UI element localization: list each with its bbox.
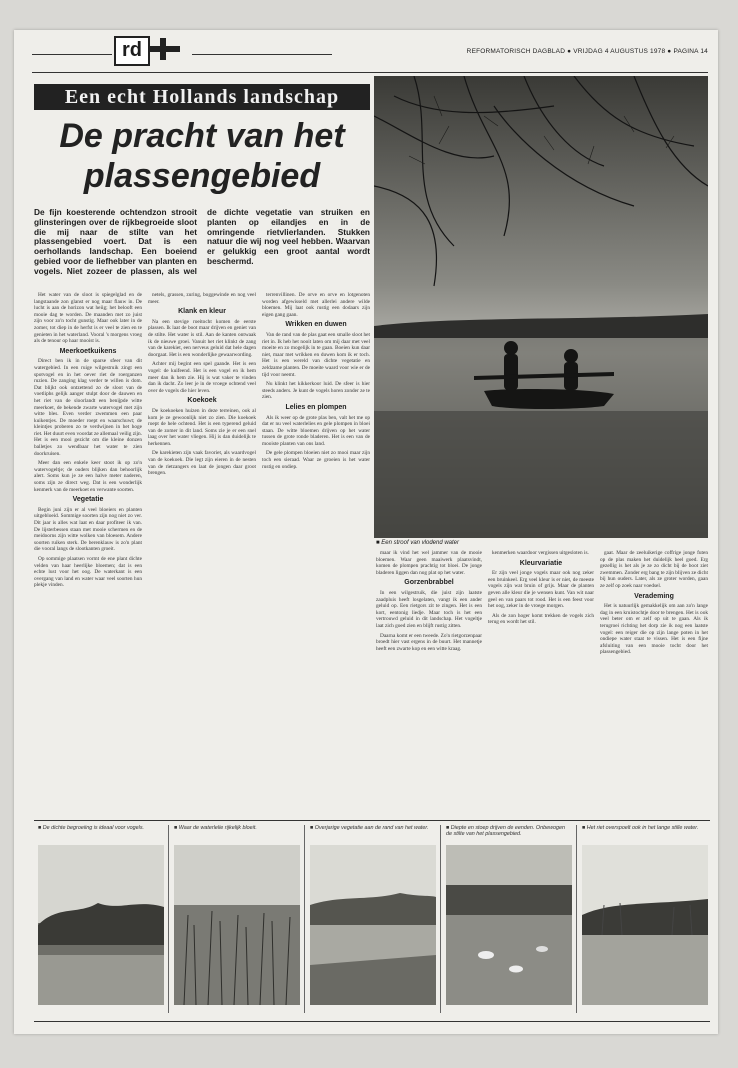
- paragraph: Het is natuurlijk gemakkelijk om aan zo'n lange dag in een kruistochtje door te brengen. Het is ook veel beter om er zelf op uit te gaan. Als ik terugroei richting het dorp zie ik nog een laatste vogel: een reiger die op zijn lange poten in het ondiepe water staat te vissen. Het is een fijne afsluiting van een mooie tocht door het plassengebied.: [600, 603, 708, 656]
- square-bullet-icon: ■: [310, 825, 315, 831]
- text-column-6: [600, 550, 708, 812]
- logo-mark: rd: [114, 36, 150, 66]
- paragraph: maar ik vind het wel jammer van de mooie bloemen. Waar geen maaiwerk plaatsvindt, komen de plompen prachtig tot bloei. De jonge bladeren liggen dan nog plat op het water.: [376, 550, 482, 576]
- paragraph: Er zijn veel jonge vogels maar ook nog zeker een bruinkeel. Erg veel kleur is er niet, de meeste vogels zijn wat bruin of grijs. Maar de planten geven alle kleur die je wensen kunt. Van wit naar geel en van paars tot rood. Het is een feest voor het oog, zeker in de vroege morgen.: [488, 570, 594, 610]
- square-bullet-icon: ■: [38, 825, 43, 831]
- article-title: De pracht van het plassengebied: [59, 117, 345, 195]
- strip-photo-2: [174, 845, 300, 1005]
- paragraph: Meer dan een enkele keer stoot ik op zo'n watervogeltje; de ouders blijken dan behoorlijk alert. Soms kun je ze een halve meter naderen, soms zijn ze direct weg. Dat is een wonderlijk kenmerk van de meerkoet en verwante soorten.: [34, 460, 142, 493]
- paragraph: Het water van de sloot is spiegelglad en de langstaande zon glanst er nog maar flauw in. De lucht is aan de horizon wat heiig; het belooft een mooie dag te worden. De maanden met zo juist zijn voor zo'n tocht gunstig. Maar ook later in de zomer, tot diep in de herfst is er veel te zien en te genieten in het waterland. Vooral 's morgens vroeg als de tenour op haar mooist is.: [34, 292, 142, 345]
- paragraph: netels, grassen, zuring, boggewinde en nog veel meer.: [148, 292, 256, 305]
- paragraph: kenmerken waardoor vergissen uitgesloten is.: [492, 550, 589, 556]
- strip-divider: [576, 825, 577, 1013]
- header-rule-middle: [192, 54, 332, 55]
- paragraph: De gele plompen bloeien niet zo mooi maar zijn toch een sieraad. Waar ze groeien is het water rustig en ondiep.: [262, 450, 370, 470]
- text-column-2: [148, 292, 256, 812]
- paragraph: Als ik weer op de grote plas ben, valt het me op dat er nu veel waterlelies en gele plompen in bloei staan. De witte bloemen drijven op het water tussen de grote ronde bladeren. Het is een van de mooiste planten van ons land.: [262, 414, 370, 447]
- strip-caption-5: [582, 825, 708, 831]
- strip-divider: [304, 825, 305, 1013]
- strip-caption-3: [310, 825, 436, 831]
- paper-name: REFORMATORISCH DAGBLAD: [466, 48, 566, 55]
- paragraph: terrenvillinen. De orve en orve en lotgenoten worden afgewisseld met allerlei andere wilde bloemen. Mij laat ook rustig een dodaars zijn eigen gang gaan.: [262, 292, 370, 318]
- subheading: Meerkoetkuikens: [59, 347, 117, 355]
- article-intro: De fijn koesterende ochtendzon strooit glinsteringen over de rijkbegroeide sloot die mij naar de stilte van het plassengebied voert. Dat is een oerhollands landschap. Een boeiend gebied voor de liefhebber van planten en vogels. Niet zozeer de plassen, als wel de dichte vegetatie van struiken en planten op eilandjes en in de omringende rietvlierlanden. Stukken natuur die wij nog veel hebben. Waarvan er gelukkig een groot aantal wordt beschermd.: [34, 207, 370, 276]
- caption-text: Diepte en stoep drijven de eenden. Onbewogen de stilte van het plassengebied.: [446, 825, 565, 838]
- subheading: Wrikken en duwen: [285, 321, 347, 329]
- paragraph: Na een stevige roeitocht komen de eerste plassen. Ik laat de boot maar drijven en geniet van de stilte. Het water is stil. Aan de kanten ontwaak ik de nieuwe groei. Vanuit het riet klinkt de zang van de karekiet, een nerveus geluid dat hele dagen doorgaat. Het is een wonderlijke gewaarwording.: [148, 318, 256, 358]
- caption-text: Het riet overspoelt ook in het lange stille water.: [586, 825, 699, 831]
- lead-photo: [374, 76, 708, 538]
- strip-divider: [440, 825, 441, 1013]
- kicker-banner: Een echt Hollands landschap: [34, 84, 370, 110]
- caption-text: Waar de waterlelie rijkelijk bloeit.: [178, 825, 257, 831]
- paragraph: Achter mij begint een spel gaande. Het is een vogel: de kuifeend. Het is een vogel en ik hem meer dan ik hem zie. Hij is wat vaker te vinden dan ik dacht. Zo leer je in de vroege ochtend veel over de vogels die hier leven.: [148, 361, 256, 394]
- strip-photo-1: [38, 845, 164, 1005]
- subheading: Lelies en plompen: [285, 403, 347, 411]
- subheading: Vegetatie: [72, 496, 104, 504]
- bullet-icon: ●: [667, 48, 674, 55]
- paragraph: Van de rand van de plas gaat een smalle sloot het riet in. Ik heb het nooit laten om mij daar met veel moeite en zo mogelijk in te gaan. Boeien kun daar niet, maar met wrikken en duwen kom ik er toch. Het is een wereld van dichte vegetatie en zeldzame planten. De moeite waard voor wie er de tijd voor neemt.: [262, 331, 370, 378]
- paragraph: Daarna komt er een tweede. Zo'n rietgorzenpaar broedt hier vast ergens in de buurt. Het mannetje heeft een zwarte kop en een witte kraag.: [376, 632, 482, 652]
- issue-date: VRIJDAG 4 AUGUSTUS 1978: [573, 48, 666, 55]
- subheading: Koekoek: [187, 397, 217, 405]
- strip-photo-5: [582, 845, 708, 1005]
- strip-caption-1: [38, 825, 164, 831]
- paragraph: Direct ben ik in de sparse sfeer van dit watergebied. In een ruige wilgestruik zingt een spotvogel en in het oever riet de roerganzen ruzien. De zanging klag verder te willen is dom. Dat blijkt ook ontzettend zo de sloot van de voetliphs gelijk aanger stulpt door de dauwen en het riet van de sloorlandt een benijpde witte meerkoet, de bekende zwarte watervogel met zijn witte bles. Even verder zwemmen een paar kuikentjes. De moeder roept en waarschuwt; de kleintjes proberen zo te verdwijnen in het hoge riet. Het duurt even voordat ze allemaal veilig zijn. Het is een mooi gezicht om die kleine donzen balletjes zo wendbaar het water te zien doorkruisen.: [34, 358, 142, 457]
- page-number: PAGINA 14: [673, 48, 708, 55]
- strip-photo-3: [310, 845, 436, 1005]
- paragraph: Nu klinkt het kikkerkoor luid. De sfeer is hier steeds anders. Je kunt de vogels horen zonder ze te zien.: [262, 381, 370, 401]
- logo-cross-icon: [150, 38, 180, 60]
- square-bullet-icon: ■: [174, 825, 179, 831]
- masthead-line: [344, 48, 708, 55]
- paragraph: Op sommige plaatsen vormt de ene plant dichte velden van haar heerlijke bloemen; dat is een echte lust voor het oog. De waterkant is een overgang van land en water waar veel soorten hun plekje vinden.: [34, 555, 142, 589]
- paragraph: Begin juni zijn er al veel bloeiers en planten uitgebloeid. Sommige soorten zijn nog niet zo ver. Dit jaar is alles wat laat en daar profiteer ik van. De lijsterbessen staan met mooie schermen en de meidoorns zijn witte wolken van bloesem. Andere soorten ruiken sterk. De berenklauw is zo'n plant die vooral langs de slootkanten groeit.: [34, 506, 142, 553]
- newspaper-page: [14, 30, 718, 1034]
- bullet-icon: ●: [567, 48, 574, 55]
- strip-caption-4: [446, 825, 572, 838]
- strip-divider: [168, 825, 169, 1013]
- caption-text: Een stroof van vlodend water: [381, 540, 460, 546]
- paragraph: De karekieten zijn vaak favoriet, als waardvogel van de koekoek. Die legt zijn eieren in de nesten van de rietzangers en laat de jongen daar groot brengen.: [148, 450, 256, 477]
- paragraph: De koekoeken huizen in deze terreinen, ook al kom je ze gewoonlijk niet zo zien. Die koekoek roept de hele ochtend. Het is een typerend geluid van de zomer in dit land. Soms zie je er een snel laag over het water vliegen. Hij is dan duidelijk te herkennen.: [148, 407, 256, 447]
- paragraph: Als de zon hoger komt trekken de vogels zich terug en wordt het stil.: [488, 612, 594, 626]
- photo-strip: [34, 820, 710, 1022]
- header-rule-left: [32, 54, 112, 55]
- text-column-4: [376, 550, 482, 812]
- strip-caption-2: [174, 825, 300, 831]
- header-rule: [32, 72, 708, 73]
- square-bullet-icon: ■: [446, 825, 451, 831]
- caption-text: De dichte begroeiing is ideaal voor vogels.: [42, 825, 145, 831]
- subheading: Gorzenbrabbel: [404, 579, 454, 587]
- paper-logo: [114, 36, 184, 66]
- subheading: Kleurvariatie: [519, 559, 563, 567]
- strip-photo-4: [446, 845, 572, 1005]
- lead-photo-caption: [376, 540, 576, 546]
- subheading: Klank en kleur: [178, 308, 226, 316]
- text-column-1: [34, 292, 142, 812]
- subheading: Verademing: [634, 592, 674, 600]
- text-column-3: [262, 292, 370, 812]
- square-bullet-icon: ■: [582, 825, 587, 831]
- paragraph: gaat. Maar de zeeluikerige coffrige jonge futen op de plas maken het duidelijk heel goed. Erg gezellig is het als je ze zo dicht bij de boot ziet zwemmen. Zonder erg bang te zijn blijven ze dicht bij hun ouders. Later, als ze groter worden, gaan ze zelf op zoek naar voedsel.: [600, 550, 708, 589]
- square-bullet-icon: ■: [376, 540, 382, 546]
- caption-text: Overjarige vegetatie aan de rand van het water.: [314, 825, 429, 831]
- text-column-5: [488, 550, 594, 812]
- paragraph: In een wilgestruik, die juist zijn laatste zaadpluis heeft losgelaten, vangt ik een ander geluid op. Een rietgors zit te zingen. Het is een kort, eentonig liedje. Maar toch is het een vertrouwd geluid in dit landschap. Het vogeltje laat zich goed zien en blijft rustig zitten.: [376, 589, 482, 629]
